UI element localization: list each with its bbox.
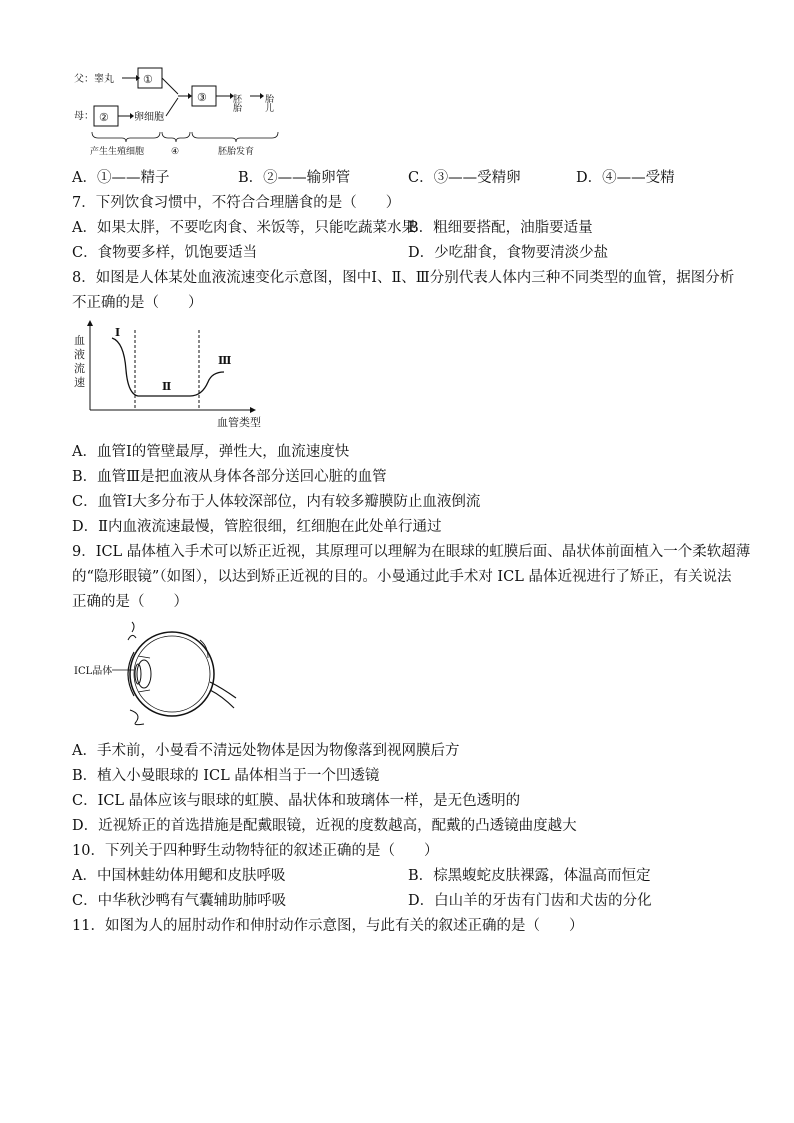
embryo-label: 胚胎 xyxy=(231,94,241,112)
q9-stem-line1: 9．ICL 晶体植入手术可以矫正近视，其原理可以理解为在眼球的虹膜后面、晶状体前面植入一个柔软超薄 xyxy=(72,544,751,560)
label-I: Ⅰ xyxy=(115,326,121,339)
q9-option-d[interactable]: D．近视矫正的首选措施是配戴眼镜，近视的度数越高，配戴的凸透镜曲度越大 xyxy=(72,818,577,834)
eyeball xyxy=(130,632,214,716)
ylabel-char-3: 速 xyxy=(74,376,85,389)
q10-stem: 10．下列关于四种野生动物特征的叙述正确的是（ ） xyxy=(72,843,439,859)
box-2-label: ② xyxy=(99,111,109,124)
q9-option-c[interactable]: C．ICL 晶体应该与眼球的虹膜、晶状体和玻璃体一样，是无色透明的 xyxy=(72,793,521,809)
q10-option-b[interactable]: B．棕黑蝮蛇皮肤裸露，体温高而恒定 xyxy=(408,868,651,884)
q7-option-d[interactable]: D．少吃甜食，食物要清淡少盐 xyxy=(408,245,609,261)
label-II: Ⅱ xyxy=(162,380,172,393)
q6-option-c[interactable]: C．③——受精卵 xyxy=(408,170,521,186)
box-3-label: ③ xyxy=(197,91,207,104)
q6-option-a[interactable]: A．①——精子 xyxy=(72,170,170,186)
icl-label: ICL晶体 xyxy=(74,666,113,677)
box-1-label: ① xyxy=(143,73,153,86)
q9-stem-line3: 正确的是（ ） xyxy=(72,594,188,610)
q8-option-b[interactable]: B．血管Ⅲ是把血液从身体各部分送回心脏的血管 xyxy=(72,469,387,485)
q9-stem-line2: 的“隐形眼镜”（如图），以达到矫正近视的目的。小曼通过此手术对 ICL 晶体近视进行了矫正，有关说法 xyxy=(72,569,732,585)
q6-option-d[interactable]: D．④——受精 xyxy=(576,170,675,186)
q6-option-b[interactable]: B．②——输卵管 xyxy=(238,170,351,186)
brace1-label: 产生生殖细胞 xyxy=(90,147,145,157)
brace2-label: ④ xyxy=(171,147,180,157)
ylabel-char-1: 液 xyxy=(74,348,85,361)
q8-option-a[interactable]: A．血管Ⅰ的管壁最厚，弹性大，血流速度快 xyxy=(72,444,350,460)
q8-option-d[interactable]: D．Ⅱ内血液流速最慢，管腔很细，红细胞在此处单行通过 xyxy=(72,519,442,535)
eye-diagram xyxy=(72,618,242,728)
blood-flow-chart xyxy=(72,320,272,432)
q8-stem-line1: 8．如图是人体某处血液流速变化示意图，图中Ⅰ、Ⅱ、Ⅲ分别代表人体内三种不同类型的血管，据图分析 xyxy=(72,270,735,286)
father-label: 父：睾丸 xyxy=(74,74,114,85)
q11-stem: 11．如图为人的屈肘动作和伸肘动作示意图，与此有关的叙述正确的是（ ） xyxy=(72,918,584,934)
egg-label: 卵细胞 xyxy=(134,112,164,123)
q7-stem: 7．下列饮食习惯中，不符合合理膳食的是（ ） xyxy=(72,195,401,211)
brace3-label: 胚胎发育 xyxy=(218,147,255,157)
ylabel-char-2: 流 xyxy=(74,362,85,375)
label-III: Ⅲ xyxy=(218,354,232,367)
ylabel-char-0: 血 xyxy=(74,334,85,347)
q10-option-a[interactable]: A．中国林蛙幼体用鳃和皮肤呼吸 xyxy=(72,868,286,884)
q7-option-a[interactable]: A．如果太胖，不要吃肉食、米饭等，只能吃蔬菜水果 xyxy=(72,220,416,236)
fetus-label: 胎儿 xyxy=(263,94,273,112)
q8-option-c[interactable]: C．血管Ⅰ大多分布于人体较深部位，内有较多瓣膜防止血液倒流 xyxy=(72,494,481,510)
q7-option-b[interactable]: B．粗细要搭配，油脂要适量 xyxy=(408,220,593,236)
reproduction-diagram xyxy=(72,60,292,160)
q10-option-d[interactable]: D．白山羊的牙齿有门齿和犬齿的分化 xyxy=(408,893,652,909)
q9-option-b[interactable]: B．植入小曼眼球的 ICL 晶体相当于一个凹透镜 xyxy=(72,768,380,784)
xlabel: 血管类型 xyxy=(217,416,261,429)
q10-option-c[interactable]: C．中华秋沙鸭有气囊辅助肺呼吸 xyxy=(72,893,287,909)
q9-option-a[interactable]: A．手术前，小曼看不清远处物体是因为物像落到视网膜后方 xyxy=(72,743,460,759)
q8-stem-line2: 不正确的是（ ） xyxy=(72,295,203,311)
q7-option-c[interactable]: C．食物要多样，饥饱要适当 xyxy=(72,245,258,261)
mother-label: 母： xyxy=(74,111,94,122)
